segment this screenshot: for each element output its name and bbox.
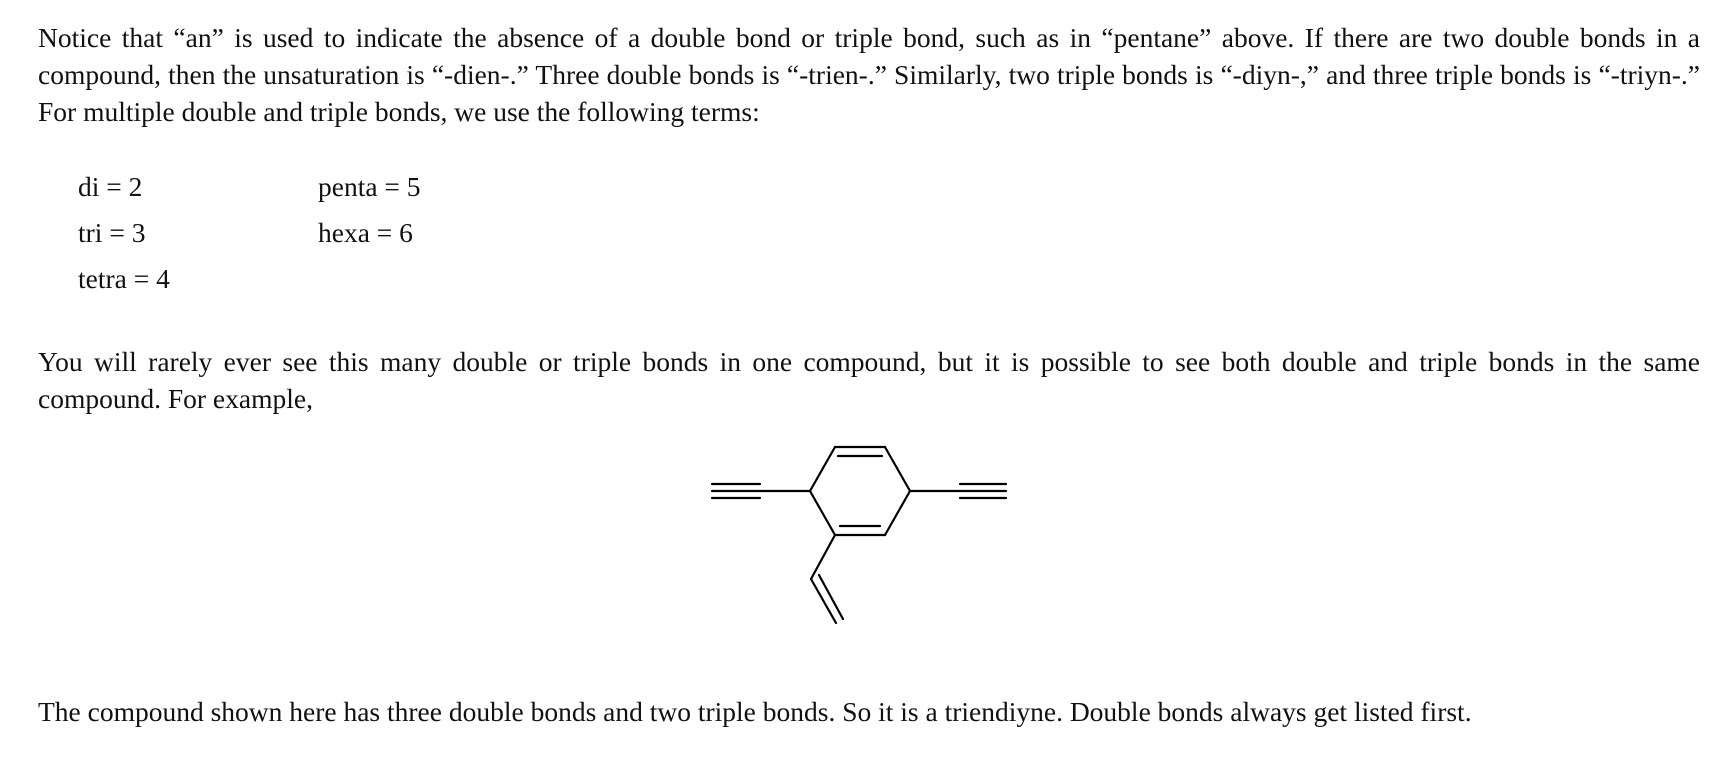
prefix-penta: penta = 5: [318, 171, 421, 202]
ring-bond: [885, 491, 910, 535]
ring-bond: [810, 491, 835, 535]
conclusion-paragraph: The compound shown here has three double bonds and two triple bonds. So it is a triendiyne. Double bonds always get listed first.: [38, 696, 1472, 727]
triendiyne-structure-diagram: [680, 440, 1040, 640]
intro-paragraph: Notice that “an” is used to indicate the absence of a double bond or triple bond, such as in “pentane” above. If there are two double bonds in a compound, then the unsaturation is “-dien-.” Three double bonds is “-trien-.” Similarly, two triple bonds is “-diyn-,” and three triple bonds is “-triyn-.” For multiple double and triple bonds, we use the following terms:: [38, 22, 1700, 127]
prefix-tetra: tetra = 4: [78, 263, 170, 294]
numeric-prefix-list-right: [318, 164, 421, 256]
vinyl-substituent-bond: [811, 535, 835, 579]
prefix-di: di = 2: [78, 171, 143, 202]
numeric-prefix-list-left: [78, 164, 170, 302]
prefix-tri: tri = 3: [78, 217, 146, 248]
ring-bond: [810, 447, 835, 491]
example-paragraph: You will rarely ever see this many double or triple bonds in one compound, but it is possible to see both double and triple bonds in the same compound. For example,: [38, 346, 1700, 414]
prefix-hexa: hexa = 6: [318, 217, 413, 248]
ring-bond: [885, 447, 910, 491]
